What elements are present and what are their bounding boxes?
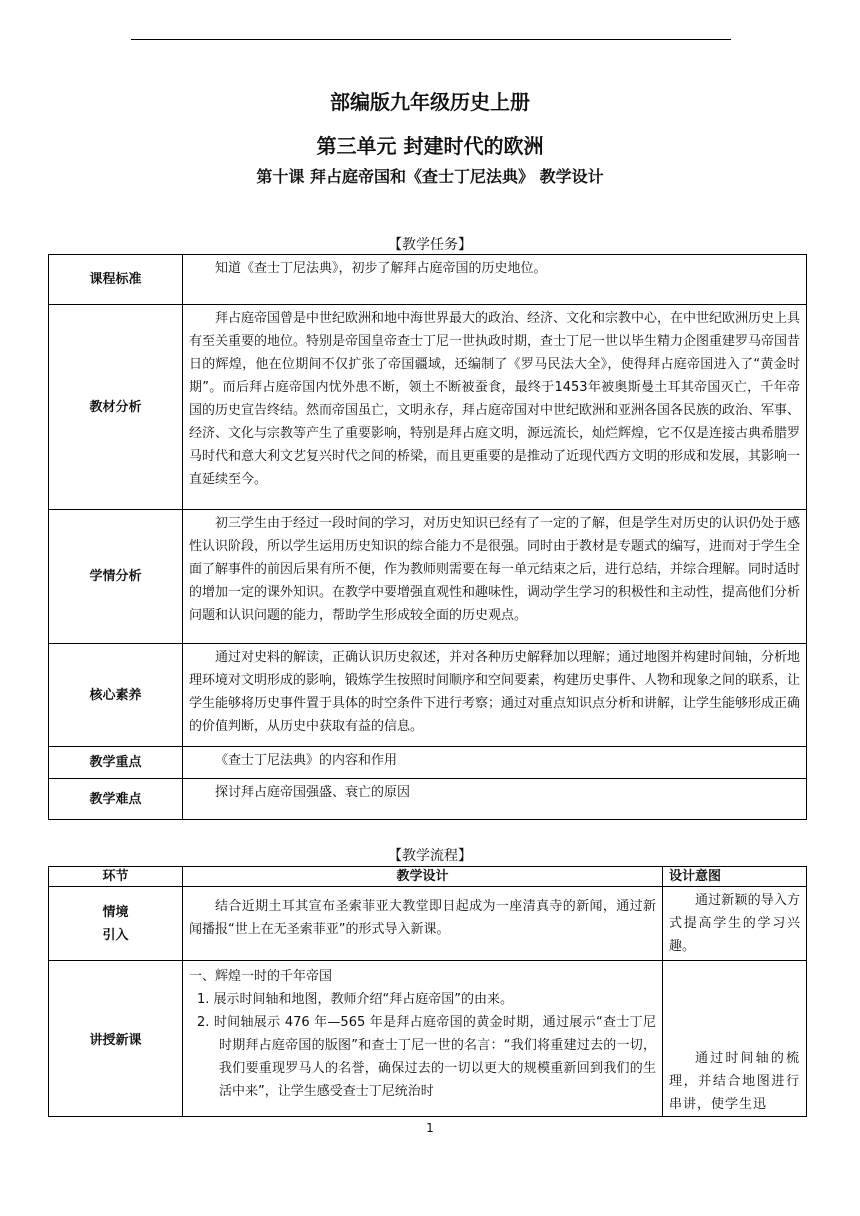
row-label-line: 引入 (102, 927, 129, 943)
doc-title: 部编版九年级历史上册 (330, 90, 530, 114)
row-label: 核心素养 (49, 644, 183, 747)
table-row (49, 779, 807, 820)
design-heading: 一、辉煌一时的千年帝国 (189, 969, 333, 984)
row-text: 探讨拜占庭帝国强盛、衰亡的原因 (183, 779, 807, 820)
page-number: 1 (426, 1121, 434, 1135)
row-label: 教材分析 (49, 305, 183, 510)
table-row (49, 510, 807, 644)
row-text: 初三学生由于经过一段时间的学习，对历史知识已经有了一定的了解，但是学生对历史的认识仍处于感性认识阶段，所以学生运用历史知识的综合能力不是很强。同时由于教材是专题式的编写，进而对于学生全面了解事件的前因后果有所不便，作为教师则需要在每一单元结束之后，进行总结，并综合理解。同时适时的增加一定的课外知识。在教学中要增强直观性和趣味性，调动学生学习的积极性和主动性，提高他们分析问题和认识问题的能力，帮助学生形成较全面的历史观点。 (183, 510, 807, 644)
table-row (49, 961, 807, 1117)
row-text: 《查士丁尼法典》的内容和作用 (183, 747, 807, 779)
row-label-line: 情境 (102, 904, 129, 920)
task-section-heading: 【教学任务】 (388, 237, 472, 253)
flow-table (48, 866, 807, 1117)
table-row (49, 887, 807, 961)
row-label: 讲授新课 (49, 961, 183, 1117)
table-row (49, 255, 807, 305)
list-item: 1. 展示时间轴和地图，教师介绍“拜占庭帝国”的由来。 (197, 992, 514, 1007)
column-header: 教学设计 (183, 867, 663, 887)
flow-section-heading: 【教学流程】 (388, 848, 472, 864)
unit-title: 第三单元 封建时代的欧洲 (316, 134, 544, 158)
design-cell (183, 961, 663, 1117)
row-text: 拜占庭帝国曾是中世纪欧洲和地中海世界最大的政治、经济、文化和宗教中心，在中世纪欧洲历史上具有至关重要的地位。特别是帝国皇帝查士丁尼一世执政时期，查士丁尼一世以毕生精力企图重建罗马帝国昔日的辉煌，他在位期间不仅扩张了帝国疆域，还编制了《罗马民法大全》，使得拜占庭帝国进入了“黄金时期”。而后拜占庭帝国内忧外患不断，领土不断被蚕食，最终于1453年被奥斯曼土耳其帝国灭亡，千年帝国的历史宣告终结。然而帝国虽亡，文明永存，拜占庭帝国对中世纪欧洲和亚洲各国各民族的政治、军事、经济、文化与宗教等产生了重要影响，特别是拜占庭文明，源远流长，灿烂辉煌，它不仅是连接古典希腊罗马时代和意大利文艺复兴时代之间的桥梁，而且更重要的是推动了近现代西方文明的形成和发展，其影响一直延续至今。 (183, 305, 807, 510)
row-label: 教学难点 (49, 779, 183, 820)
row-label: 学情分析 (49, 510, 183, 644)
header-rule (131, 39, 731, 40)
table-row (49, 305, 807, 510)
table-row (49, 644, 807, 747)
row-text: 知道《查士丁尼法典》，初步了解拜占庭帝国的历史地位。 (183, 255, 807, 305)
column-header: 环节 (49, 867, 183, 887)
intent-text: 通过新颖的导入方式提高学生的学习兴趣。 (663, 887, 807, 961)
intent-text: 通过时间轴的梳理，并结合地图进行串讲，使学生迅 (663, 961, 807, 1117)
list-item: 2. 时间轴展示 476 年—565 年是拜占庭帝国的黄金时期，通过展示“查士丁尼时期拜占庭帝国的版图”和查士丁尼一世的名言：“我们将重建过去的一切，我们要重现罗马人的名誉，确保过去的一切以更大的规模重新回到我们的生活中来”，让学生感受查士丁尼统治时 (197, 1015, 656, 1099)
table-header-row (49, 867, 807, 887)
row-text: 通过对史料的解读，正确认识历史叙述，并对各种历史解释加以理解；通过地图并构建时间轴，分析地理环境对文明形成的影响，锻炼学生按照时间顺序和空间要素，构建历史事件、人物和现象之间的联系，让学生能够将历史事件置于具体的时空条件下进行考察；通过对重点知识点分析和讲解，让学生能够形成正确的价值判断，从历史中获取有益的信息。 (183, 644, 807, 747)
lesson-title: 第十课 拜占庭帝国和《查士丁尼法典》 教学设计 (256, 167, 604, 186)
design-text: 结合近期土耳其宣布圣索菲亚大教堂即日起成为一座清真寺的新闻，通过新闻播报“世上在无圣索菲亚”的形式导入新课。 (183, 887, 663, 961)
task-table (48, 254, 807, 820)
row-label: 教学重点 (49, 747, 183, 779)
column-header: 设计意图 (663, 867, 807, 887)
row-label (49, 887, 183, 961)
table-row (49, 747, 807, 779)
row-label: 课程标准 (49, 255, 183, 305)
